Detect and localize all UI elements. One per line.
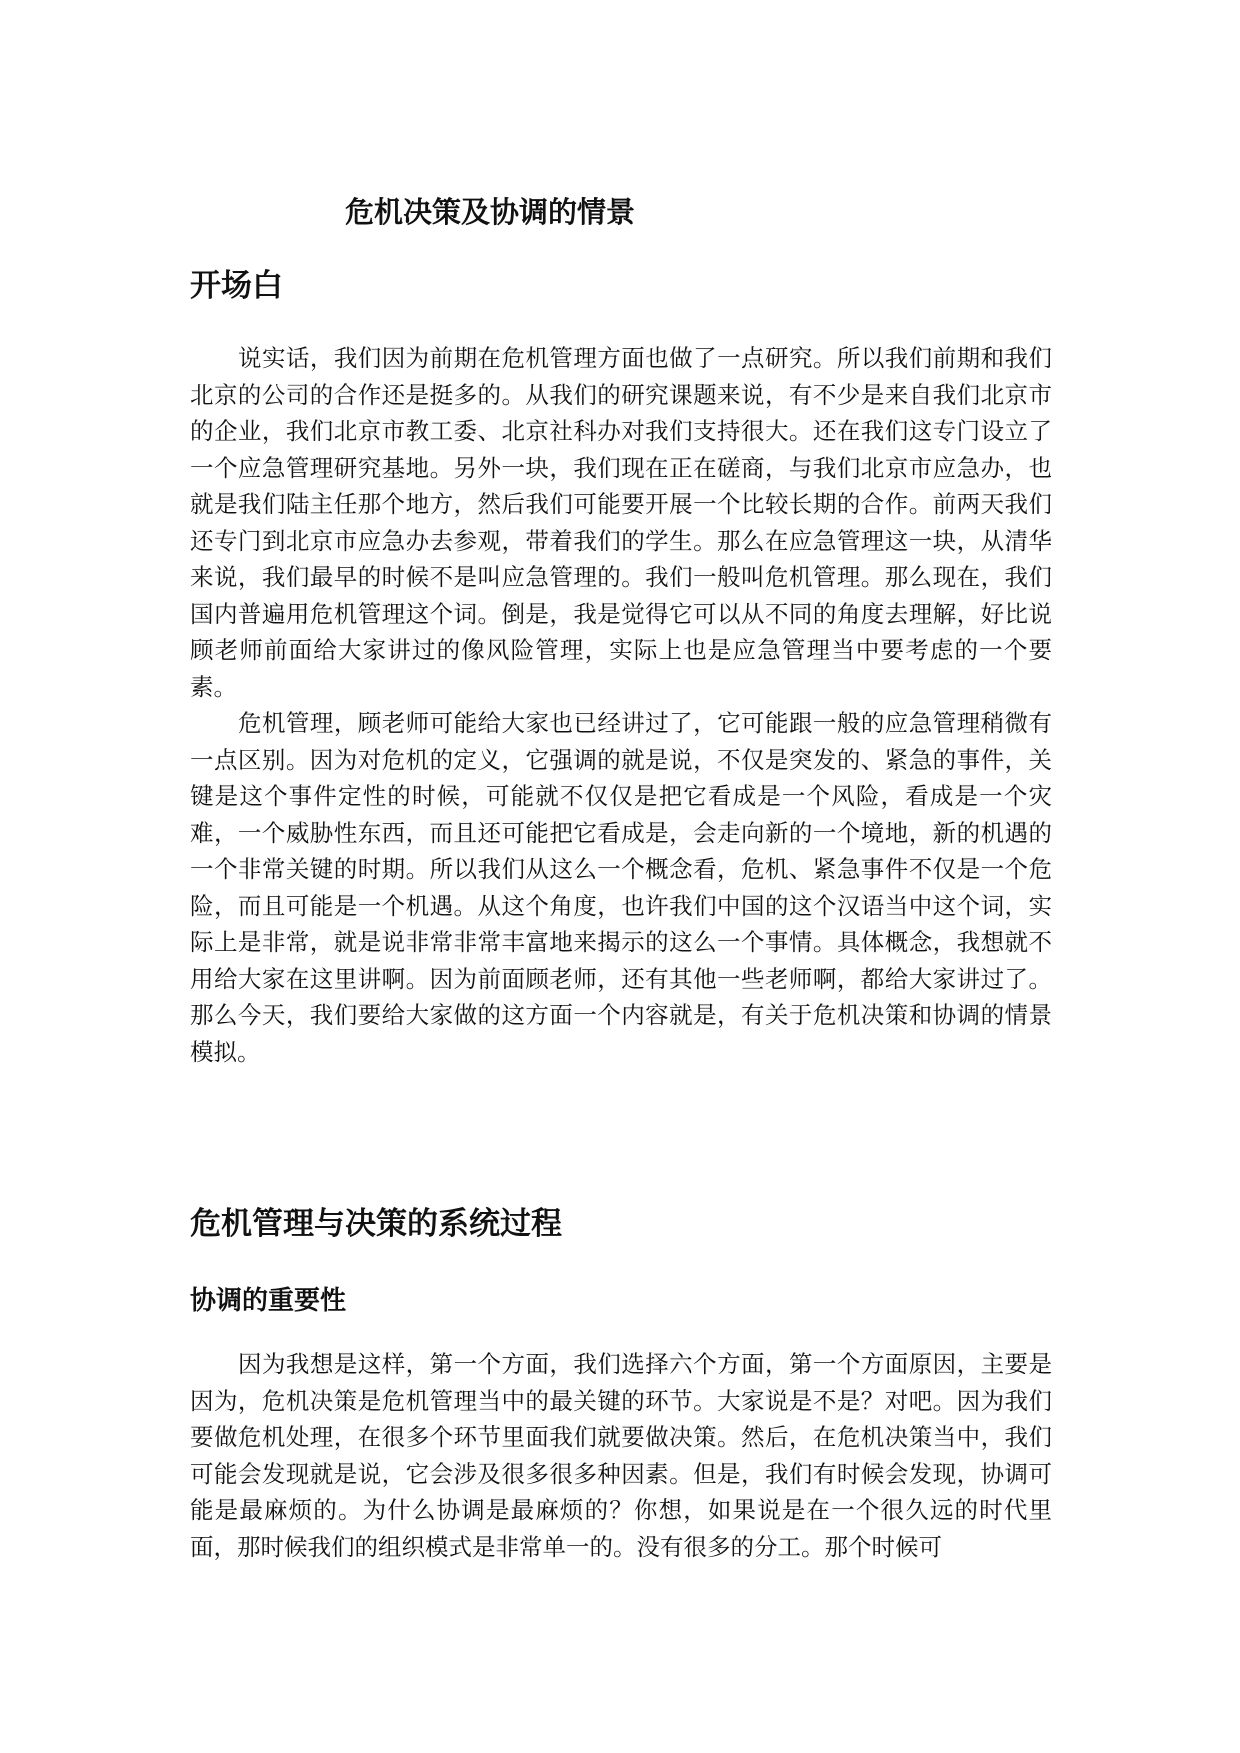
subsection-heading-coordination: 协调的重要性 (190, 1286, 347, 1316)
section-body-opening (190, 340, 1052, 1070)
paragraph: 危机管理，顾老师可能给大家也已经讲过了，它可能跟一般的应急管理稍微有一点区别。因为对危机的定义，它强调的就是说，不仅是突发的、紧急的事件，关键是这个事件定性的时候，可能就不仅仅是把它看成是一个风险，看成是一个灾难，一个威胁性东西，而且还可能把它看成是，会走向新的一个境地，新的机遇的一个非常关键的时期。所以我们从这么一个概念看，危机、紧急事件不仅是一个危险，而且可能是一个机遇。从这个角度，也许我们中国的这个汉语当中这个词，实际上是非常，就是说非常非常丰富地来揭示的这么一个事情。具体概念，我想就不用给大家在这里讲啊。因为前面顾老师，还有其他一些老师啊，都给大家讲过了。那么今天，我们要给大家做的这方面一个内容就是，有关于危机决策和协调的情景模拟。 (190, 709, 1052, 1066)
paragraph: 说实话，我们因为前期在危机管理方面也做了一点研究。所以我们前期和我们北京的公司的合作还是挺多的。从我们的研究课题来说，有不少是来自我们北京市的企业，我们北京市教工委、北京社科办对我们支持很大。还在我们这专门设立了一个应急管理研究基地。另外一块，我们现在正在磋商，与我们北京市应急办，也就是我们陆主任那个地方，然后我们可能要开展一个比较长期的合作。前两天我们还专门到北京市应急办去参观，带着我们的学生。那么在应急管理这一块，从清华来说，我们最早的时候不是叫应急管理的。我们一般叫危机管理。那么现在，我们国内普遍用危机管理这个词。倒是，我是觉得它可以从不同的角度去理解，好比说顾老师前面给大家讲过的像风险管理，实际上也是应急管理当中要考虑的一个要素。 (190, 344, 1052, 701)
section-heading-opening: 开场白 (190, 268, 283, 304)
document-title: 危机决策及协调的情景 (345, 195, 636, 229)
section-heading-process: 危机管理与决策的系统过程 (190, 1206, 562, 1242)
paragraph: 因为我想是这样，第一个方面，我们选择六个方面，第一个方面原因，主要是因为，危机决策是危机管理当中的最关键的环节。大家说是不是？对吧。因为我们要做危机处理，在很多个环节里面我们就要做决策。然后，在危机决策当中，我们可能会发现就是说，它会涉及很多很多种因素。但是，我们有时候会发现，协调可能是最麻烦的。为什么协调是最麻烦的？你想，如果说是在一个很久远的时代里面，那时候我们的组织模式是非常单一的。没有很多的分工。那个时候可 (190, 1350, 1052, 1561)
section-body-coordination (190, 1346, 1052, 1565)
